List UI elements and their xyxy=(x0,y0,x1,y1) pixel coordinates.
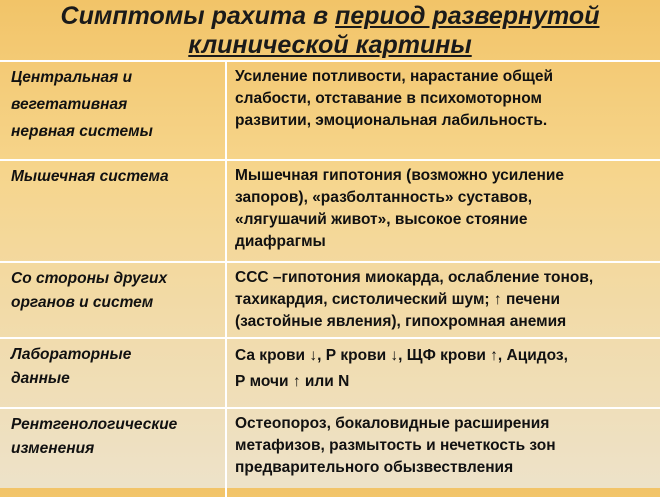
category-line: вегетативная xyxy=(11,96,128,113)
category-line: органов и систем xyxy=(11,294,154,311)
category-cell xyxy=(0,338,226,408)
table-row xyxy=(0,338,660,408)
symptoms-cell xyxy=(226,262,660,338)
title-text-underlined: период развернутой xyxy=(335,2,600,30)
symptom-line: Р мочи ↑ или N xyxy=(235,373,350,390)
symptom-line: Остеопороз, бокаловидные расширения xyxy=(235,415,550,432)
symptoms-cell xyxy=(226,160,660,262)
title-text-underlined-2: клинической картины xyxy=(188,31,472,59)
symptom-line: Са крови ↓, Р крови ↓, ЩФ крови ↑, Ацидоз, xyxy=(235,347,568,364)
symptom-line: (застойные явления), гипохромная анемия xyxy=(235,313,567,330)
title-line-1 xyxy=(0,2,660,31)
slide-title xyxy=(0,2,660,60)
title-line-2 xyxy=(0,31,660,60)
symptoms-table xyxy=(0,60,660,499)
symptom-line: тахикардия, систолический шум; ↑ печени xyxy=(235,291,561,308)
category-line: данные xyxy=(11,370,70,387)
symptom-line: ССС –гипотония миокарда, ослабление тонов, xyxy=(235,269,594,286)
category-cell xyxy=(0,160,226,262)
category-line: нервная системы xyxy=(11,123,153,140)
symptom-line: «лягушачий живот», высокое стояние xyxy=(235,211,528,228)
table-row xyxy=(0,262,660,338)
category-line: Центральная и xyxy=(11,69,133,86)
category-cell xyxy=(0,262,226,338)
symptom-line: развитии, эмоциональная лабильность. xyxy=(235,112,548,129)
category-line: Мышечная система xyxy=(11,168,169,185)
symptom-line: слабости, отставание в психомоторном xyxy=(235,90,542,107)
symptom-line: Усиление потливости, нарастание общей xyxy=(235,68,554,85)
category-cell xyxy=(0,408,226,498)
symptom-line: предварительного обызвествления xyxy=(235,459,514,476)
category-cell xyxy=(0,61,226,160)
title-text-plain: Симптомы рахита в xyxy=(60,2,336,30)
category-line: Со стороны других xyxy=(11,270,168,287)
symptoms-cell xyxy=(226,61,660,160)
category-line: Рентгенологические xyxy=(11,416,178,433)
table-row xyxy=(0,160,660,262)
table-row xyxy=(0,408,660,498)
symptoms-cell xyxy=(226,338,660,408)
symptom-line: диафрагмы xyxy=(235,233,326,250)
table-row xyxy=(0,61,660,160)
symptom-line: метафизов, размытость и нечеткость зон xyxy=(235,437,556,454)
symptom-line: запоров), «разболтанность» суставов, xyxy=(235,189,533,206)
symptom-line: Мышечная гипотония (возможно усиление xyxy=(235,167,565,184)
category-line: Лабораторные xyxy=(11,346,132,363)
category-line: изменения xyxy=(11,440,95,457)
symptoms-cell xyxy=(226,408,660,498)
